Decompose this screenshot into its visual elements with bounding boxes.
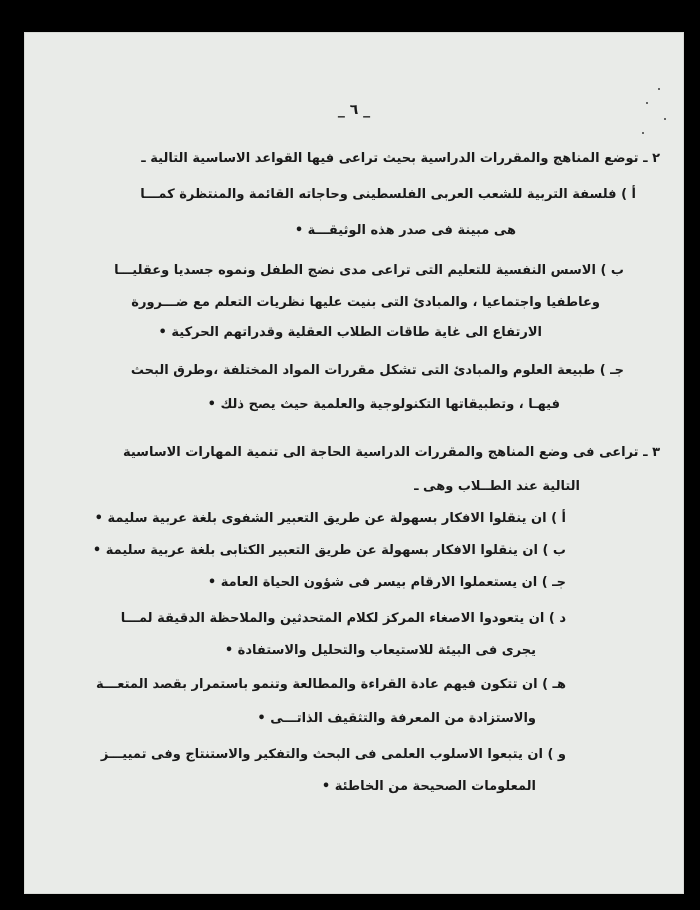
text-line-13: جـ ) ان يستعملوا الارقام بيسر فى شؤون الحياة العامة • — [207, 575, 566, 590]
text-line-19: المعلومات الصحيحة من الخاطئة • — [321, 779, 536, 794]
text-line-7: جـ ) طبيعة العلوم والمبادئ التى تشكل مقررات المواد المختلفة ،وطرق البحث — [130, 363, 624, 378]
text-line-11: أ ) ان ينقلوا الافكار بسهولة عن طريق التعبير الشفوى بلغة عربية سليمة • — [94, 511, 566, 526]
text-line-16: هـ ) ان تتكون فيهم عادة القراءة والمطالعة وتنمو باستمرار بقصد المتعـــة — [96, 677, 566, 692]
text-line-8: فيهـا ، وتطبيقاتها التكنولوجية والعلمية حيث يصح ذلك • — [207, 397, 560, 412]
text-line-14: د ) ان يتعودوا الاصغاء المركز لكلام المتحدثين والملاحظة الدقيقة لمـــا — [120, 611, 566, 626]
text-line-9: ٣ ـ تراعى فى وضع المناهج والمقررات الدراسية الحاجة الى تنمية المهارات الاساسية — [122, 445, 660, 460]
text-line-10: التالية عند الطــلاب وهى ـ — [414, 479, 580, 494]
text-line-4: ب ) الاسس النفسية للتعليم التى تراعى مدى نضج الطفل ونموه جسديا وعقليـــا — [114, 263, 624, 278]
document-page — [24, 32, 684, 894]
text-line-3: هى مبينة فى صدر هذه الوثيقـــة • — [294, 223, 516, 238]
text-line-12: ب ) ان ينقلوا الافكار بسهولة عن طريق التعبير الكتابى بلغة عربية سليمة • — [92, 543, 566, 558]
text-line-17: والاستزادة من المعرفة والتثقيف الذاتـــى • — [257, 711, 536, 726]
text-line-6: الارتفاع الى غاية طاقات الطلاب العقلية وقدراتهم الحركية • — [158, 325, 542, 340]
text-line-5: وعاطفيا واجتماعيا ، والمبادئ التى بنيت عليها نظريات التعلم مع ضـــرورة — [131, 295, 600, 310]
text-line-1: ٢ ـ توضع المناهج والمقررات الدراسية بحيث تراعى فيها القواعد الاساسية التالية ـ — [141, 151, 660, 166]
text-line-18: و ) ان يتبعوا الاسلوب العلمى فى البحث والتفكير والاستنتاج وفى تمييـــز — [100, 747, 566, 762]
page-number: _ ٦ _ — [337, 102, 371, 118]
text-line-2: أ ) فلسفة التربية للشعب العربى الفلسطينى وحاجاته القائمة والمنتظرة كمـــا — [140, 187, 636, 202]
text-line-15: يجرى فى البيئة للاستيعاب والتحليل والاستفادة • — [224, 643, 536, 658]
